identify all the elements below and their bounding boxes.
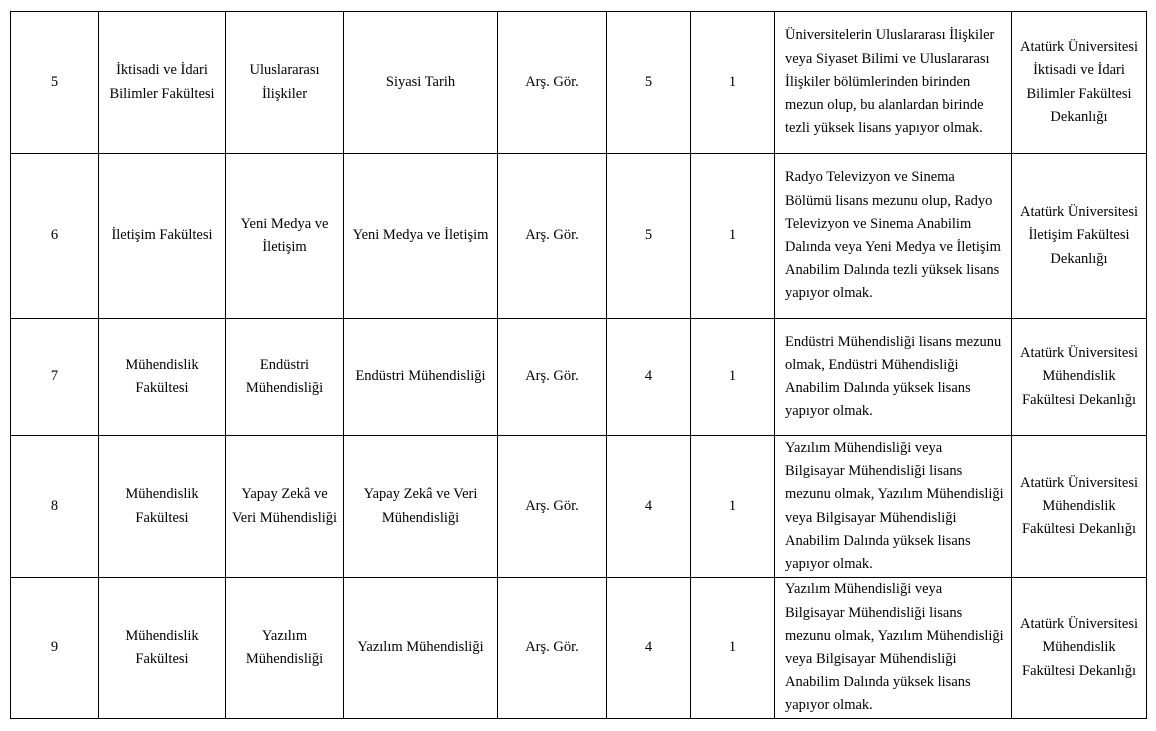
title-cell: Arş. Gör.: [498, 319, 607, 436]
field-cell: Yapay Zekâ ve Veri Mühendisliği: [344, 436, 498, 578]
degree-cell: 5: [607, 154, 691, 319]
department-cell: Yeni Medya ve İletişim: [226, 154, 344, 319]
row-number: 7: [11, 319, 99, 436]
contact-cell: Atatürk Üniversitesi Mühendislik Fakültesi Dekanlığı: [1012, 319, 1147, 436]
degree-cell: 4: [607, 578, 691, 719]
faculty-cell: Mühendislik Fakültesi: [99, 578, 226, 719]
title-cell: Arş. Gör.: [498, 12, 607, 154]
row-number: 6: [11, 154, 99, 319]
faculty-cell: İletişim Fakültesi: [99, 154, 226, 319]
count-cell: 1: [691, 319, 775, 436]
table-row: [11, 12, 1147, 154]
table-row: [11, 319, 1147, 436]
field-cell: Siyasi Tarih: [344, 12, 498, 154]
requirement-cell: Yazılım Mühendisliği veya Bilgisayar Mühendisliği lisans mezunu olmak, Yazılım Mühendisliği veya Bilgisayar Mühendisliği Anabilim Dalında yüksek lisans yapıyor olmak.: [775, 578, 1012, 719]
table-row: [11, 436, 1147, 578]
title-cell: Arş. Gör.: [498, 154, 607, 319]
department-cell: Endüstri Mühendisliği: [226, 319, 344, 436]
requirement-cell: Yazılım Mühendisliği veya Bilgisayar Mühendisliği lisans mezunu olmak, Yazılım Mühendisliği veya Bilgisayar Mühendisliği Anabilim Dalında yüksek lisans yapıyor olmak.: [775, 436, 1012, 578]
count-cell: 1: [691, 154, 775, 319]
department-cell: Uluslararası İlişkiler: [226, 12, 344, 154]
degree-cell: 4: [607, 436, 691, 578]
contact-cell: Atatürk Üniversitesi İletişim Fakültesi Dekanlığı: [1012, 154, 1147, 319]
department-cell: Yazılım Mühendisliği: [226, 578, 344, 719]
contact-cell: Atatürk Üniversitesi Mühendislik Fakültesi Dekanlığı: [1012, 436, 1147, 578]
title-cell: Arş. Gör.: [498, 578, 607, 719]
count-cell: 1: [691, 578, 775, 719]
row-number: 5: [11, 12, 99, 154]
contact-cell: Atatürk Üniversitesi Mühendislik Fakültesi Dekanlığı: [1012, 578, 1147, 719]
count-cell: 1: [691, 12, 775, 154]
faculty-cell: İktisadi ve İdari Bilimler Fakültesi: [99, 12, 226, 154]
requirement-cell: Radyo Televizyon ve Sinema Bölümü lisans mezunu olup, Radyo Televizyon ve Sinema Anabilim Dalında veya Yeni Medya ve İletişim Anabilim Dalında tezli yüksek lisans yapıyor olmak.: [775, 154, 1012, 319]
row-number: 9: [11, 578, 99, 719]
requirement-cell: Üniversitelerin Uluslararası İlişkiler veya Siyaset Bilimi ve Uluslararası İlişkiler bölümlerinden birinden mezun olup, bu alanlardan birinde tezli yüksek lisans yapıyor olmak.: [775, 12, 1012, 154]
faculty-cell: Mühendislik Fakültesi: [99, 319, 226, 436]
field-cell: Yeni Medya ve İletişim: [344, 154, 498, 319]
row-number: 8: [11, 436, 99, 578]
faculty-cell: Mühendislik Fakültesi: [99, 436, 226, 578]
contact-cell: Atatürk Üniversitesi İktisadi ve İdari Bilimler Fakültesi Dekanlığı: [1012, 12, 1147, 154]
degree-cell: 5: [607, 12, 691, 154]
table-row: [11, 578, 1147, 719]
title-cell: Arş. Gör.: [498, 436, 607, 578]
requirement-cell: Endüstri Mühendisliği lisans mezunu olmak, Endüstri Mühendisliği Anabilim Dalında yüksek lisans yapıyor olmak.: [775, 319, 1012, 436]
field-cell: Yazılım Mühendisliği: [344, 578, 498, 719]
count-cell: 1: [691, 436, 775, 578]
position-listing-table: [10, 11, 1147, 719]
degree-cell: 4: [607, 319, 691, 436]
field-cell: Endüstri Mühendisliği: [344, 319, 498, 436]
table-row: [11, 154, 1147, 319]
department-cell: Yapay Zekâ ve Veri Mühendisliği: [226, 436, 344, 578]
